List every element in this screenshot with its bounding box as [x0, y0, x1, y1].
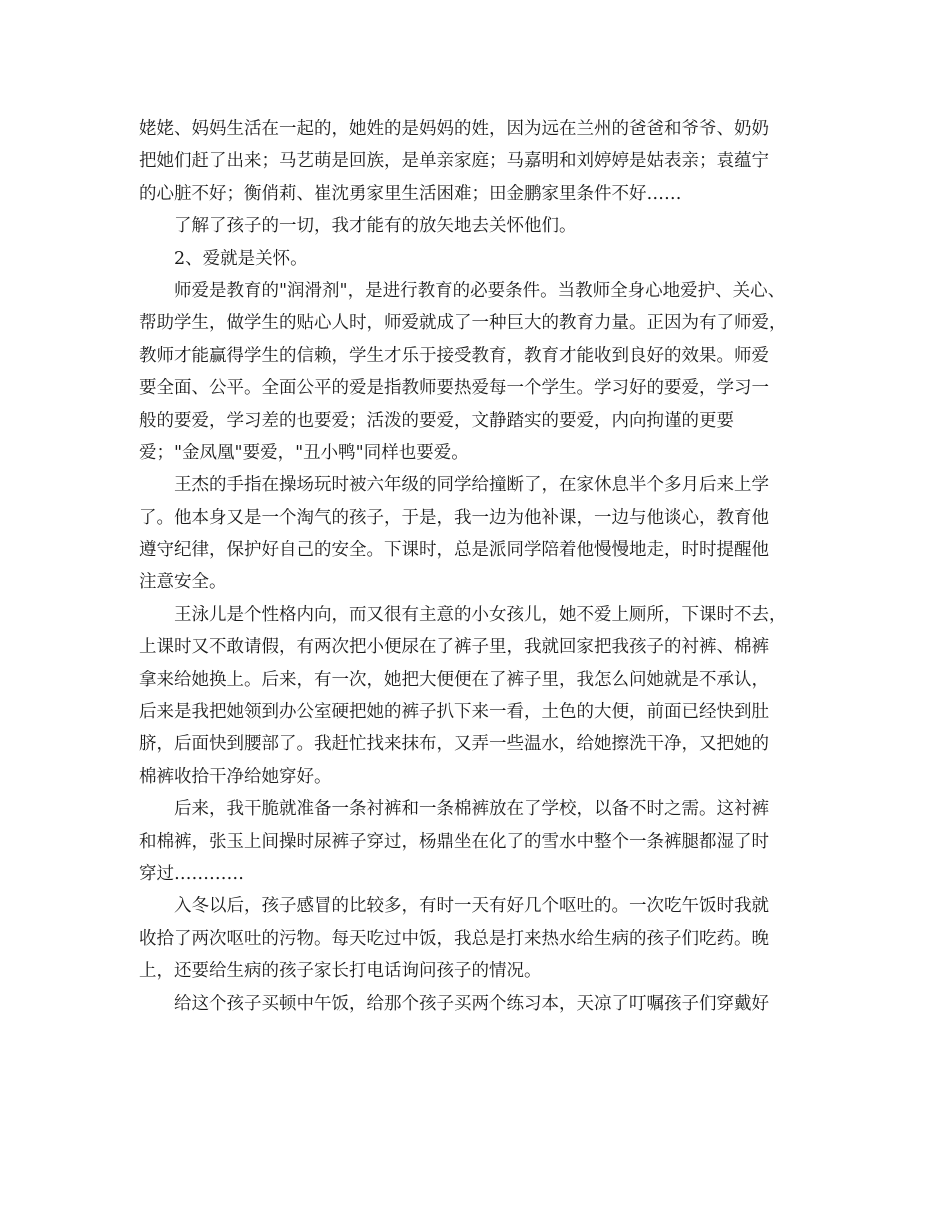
text-line: 要全面、公平。全面公平的爱是指教师要热爱每一个学生。学习好的要爱，学习一: [139, 378, 769, 399]
text-line: 遵守纪律，保护好自己的安全。下课时，总是派同学陪着他慢慢地走，时时提醒他: [139, 540, 769, 561]
text-line: 了。他本身又是一个淘气的孩子，于是，我一边为他补课，一边与他谈心，教育他: [139, 507, 769, 528]
text-line: 收拾了两次呕吐的污物。每天吃过中饭，我总是打来热水给生病的孩子们吃药。晚: [139, 928, 769, 949]
text-line: 脐，后面快到腰部了。我赶忙找来抹布，又弄一些温水，给她擦洗干净，又把她的: [139, 734, 769, 755]
body-text: [139, 113, 829, 1020]
text-line: 给这个孩子买顿中午饭，给那个孩子买两个练习本，天凉了叮嘱孩子们穿戴好: [174, 993, 769, 1014]
text-line: 上，还要给生病的孩子家长打电话询问孩子的情况。: [139, 961, 542, 982]
text-line: 帮助学生，做学生的贴心人时，师爱就成了一种巨大的教育力量。正因为有了师爱，: [139, 313, 787, 334]
text-line: 把她们赶了出来；马艺萌是回族，是单亲家庭；马嘉明和刘婷婷是姑表亲；袁蕴宁: [139, 151, 769, 172]
text-line: 教师才能赢得学生的信赖，学生才乐于接受教育，教育才能收到良好的效果。师爱: [139, 345, 769, 366]
text-line: 2、爱就是关怀。: [174, 248, 308, 269]
text-line: 师爱是教育的"润滑剂"，是进行教育的必要条件。当教师全身心地爱护、关心、: [174, 280, 786, 301]
text-line: 王杰的手指在操场玩时被六年级的同学给撞断了，在家休息半个多月后来上学: [174, 475, 769, 496]
text-line: 姥姥、妈妈生活在一起的，她姓的是妈妈的姓，因为远在兰州的爸爸和爷爷、奶奶: [139, 119, 769, 139]
text-line: 般的要爱，学习差的也要爱；活泼的要爱，文静踏实的要爱，内向拘谨的更要: [139, 410, 734, 431]
text-line: 后来，我干脆就准备一条衬裤和一条棉裤放在了学校，以备不时之需。这衬裤: [174, 799, 769, 820]
text-line: 上课时又不敢请假，有两次把小便尿在了裤子里，我就回家把我孩子的衬裤、棉裤: [139, 637, 769, 658]
text-line: 后来是我把她领到办公室硬把她的裤子扒下来一看，土色的大便，前面已经快到肚: [139, 702, 769, 723]
text-line: 王泳儿是个性格内向，而又很有主意的小女孩儿，她不爱上厕所，下课时不去，: [174, 604, 787, 625]
text-line: 注意安全。: [139, 572, 227, 593]
text-line: 拿来给她换上。后来，有一次，她把大便便在了裤子里，我怎么问她就是不承认，: [139, 669, 769, 690]
text-line: 入冬以后，孩子感冒的比较多，有时一天有好几个呕吐的。一次吃午饭时我就: [174, 896, 769, 917]
text-line: 的心脏不好；衡俏莉、崔沈勇家里生活困难；田金鹏家里条件不好……: [139, 183, 682, 204]
text-line: 了解了孩子的一切，我才能有的放矢地去关怀他们。: [174, 216, 577, 237]
text-line: 和棉裤，张玉上间操时尿裤子穿过，杨鼎坐在化了的雪水中整个一条裤腿都湿了时: [139, 831, 769, 852]
text-line: 爱；"金凤凰"要爱，"丑小鸭"同样也要爱。: [139, 442, 469, 463]
text-line: 穿过…………: [139, 863, 244, 884]
text-line: 棉裤收拾干净给她穿好。: [139, 766, 332, 787]
